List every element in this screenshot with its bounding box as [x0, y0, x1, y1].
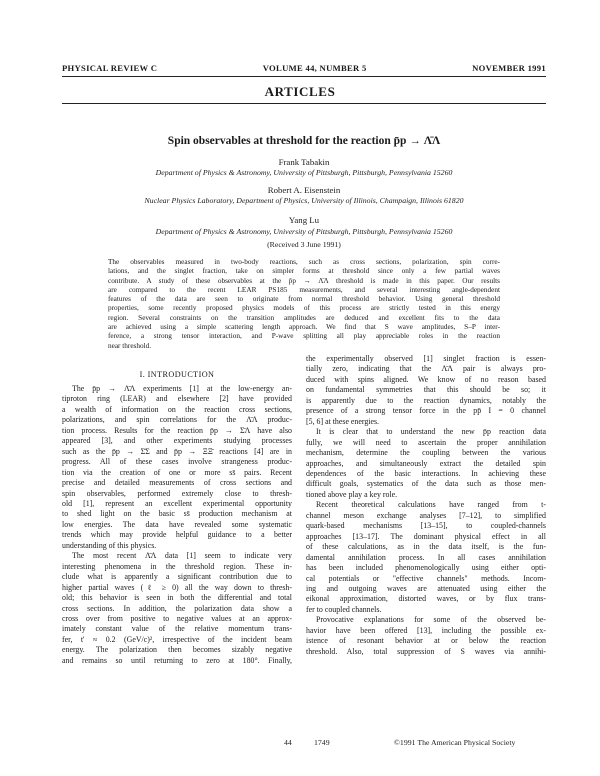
author-name: Frank Tabakin — [278, 157, 330, 167]
body-line: to shed light on the basic ss̄ production mechanism at — [62, 509, 292, 519]
abstract — [108, 258, 500, 351]
right-column — [306, 354, 546, 657]
body-line: and remains so until returning to zero at 180°. Finally, — [62, 655, 292, 665]
body-line: cross over from positive to negative values at an approx- — [62, 613, 292, 623]
body-line: quark-based mechanisms [13–15], to coupled-channels — [306, 521, 546, 531]
received-date: (Received 3 June 1991) — [267, 240, 341, 249]
article-title: Spin observables at threshold for the reaction p̄p → Λ̄Λ — [167, 135, 441, 147]
body-line: polarizations, and spin correlations for the Λ̄Λ produc- — [62, 415, 292, 425]
abstract-line: properties, some recently proposed physics models of this process are strictly tested in this energy — [108, 304, 500, 313]
body-line: The p̄p → Λ̄Λ experiments [1] at the low-energy an- — [72, 384, 292, 393]
body-line: higher partial waves (ℓ ≥ 0) all the way down to thresh- — [62, 582, 292, 592]
author-name: Yang Lu — [288, 215, 320, 225]
abstract-line: region. Several constraints on the transition amplitudes are deduced and excellent fits to the data — [108, 313, 500, 322]
body-line: progress. All of these cases involve strangeness produc- — [62, 457, 292, 467]
journal-name: PHYSICAL REVIEW C — [62, 63, 158, 73]
body-line: low energies. The data have revealed some systematic — [62, 519, 292, 529]
body-line: understanding of this physics. — [62, 540, 157, 550]
body-line: presence of a strong tensor force in the pp̄ I = 0 channel — [306, 406, 546, 416]
volume-number: VOLUME 44, NUMBER 5 — [262, 63, 367, 73]
body-line: Recent theoretical calculations have ranged from t- — [316, 500, 546, 510]
body-line: trends which may provide helpful guidance to a better — [62, 530, 292, 540]
author-affiliation: Department of Physics & Astronomy, University of Pittsburgh, Pittsburgh, Pennsylvania 15260 — [155, 227, 453, 236]
body-line: tion via the creation of one or more ss̄ pairs. Recent — [62, 467, 292, 477]
footer-volume: 44 — [284, 738, 292, 747]
section-rule — [62, 103, 546, 104]
body-line: such as the p̄p → Σ̄Σ and p̄p → ΞΞ̄ reactions [4] are in — [62, 446, 292, 456]
body-line: dependences of the basic interactions. In achieving these — [306, 468, 546, 478]
body-line: damental annihilation process. In all cases annihilation — [306, 552, 546, 562]
abstract-line: contribute. A study of these observables at the p̄p → Λ̄Λ threshold is made in this paper. Our results — [108, 276, 500, 285]
body-line: the experimentally observed [1] singlet fraction is essen- — [306, 354, 546, 363]
intro-heading: I. INTRODUCTION — [139, 370, 215, 379]
body-line: istence of resonant behavior at or below the reaction — [306, 636, 546, 646]
abstract-line: The observables measured in two-body reactions, such as cross sections, polarization, spin corre- — [108, 258, 500, 266]
body-line: tion process. Results for the reaction p̄p → Σ̄Λ have also — [62, 425, 292, 435]
body-line: difficult goals, systematics of the data such as those men- — [306, 479, 546, 489]
body-line: of these calculations, as in the data itself, is the fun- — [306, 542, 546, 552]
abstract-line: features of the data are seen to originate from normal threshold behavior. Using general threshold — [108, 295, 500, 304]
body-line: Provocative explanations for some of the observed be- — [316, 615, 546, 625]
body-line: interesting phenomena in the threshold region. These in- — [62, 561, 292, 571]
abstract-line: are compared to the recent LEAR PS185 measurements, and several interesting angle-dependent — [108, 285, 500, 294]
author-affiliation: Nuclear Physics Laboratory, Department of Physics, University of Illinois, Champaign, Illinois 61820 — [144, 196, 464, 205]
body-line: tially zero, indicating that the Λ̄Λ pair is always pro- — [306, 364, 546, 374]
body-line: on fundamental symmetries that this should be so; it — [306, 385, 546, 395]
author-affiliation: Department of Physics & Astronomy, University of Pittsburgh, Pittsburgh, Pennsylvania 15260 — [155, 168, 453, 177]
footer-copyright: ©1991 The American Physical Society — [394, 738, 516, 747]
body-line: fer to coupled channels. — [306, 604, 382, 614]
body-line: imately constant value of the relative momentum trans- — [62, 624, 292, 634]
issue-date: NOVEMBER 1991 — [472, 63, 546, 73]
footer-page-number: 1749 — [314, 738, 330, 747]
body-line: clude what is apparently a significant contribution due to — [62, 572, 292, 582]
left-column — [62, 384, 292, 666]
body-line: tiproton ring (LEAR) and elsewhere [2] have provided — [62, 394, 292, 404]
body-line: a wealth of information on the reaction cross sections, — [62, 404, 292, 414]
body-line: energy. The polarization then becomes sizably negative — [62, 645, 292, 655]
running-head — [62, 63, 546, 73]
body-line: has been included phenomenologically using either opti- — [306, 563, 546, 573]
body-line: It is clear that to understand the new p̄p reaction data — [316, 427, 546, 437]
header-rule — [62, 76, 546, 77]
body-line: approaches, and simultaneously extract the detailed spin — [306, 458, 546, 468]
abstract-line: lations, and the singlet fraction, take on simpler forms at threshold since only a few partial waves — [108, 267, 500, 276]
body-line: fer, t' ≈ 0.2 (GeV/c)², irrespective of the incident beam — [62, 634, 292, 644]
body-line: spin observables, performed extremely close to thresh- — [62, 488, 292, 498]
body-line: threshold. Also, total suppression of S waves via annihi- — [306, 646, 546, 656]
body-line: approaches [13–17]. The dominant physical effect in all — [306, 531, 546, 541]
body-line: ing and outgoing waves are attenuated using either the — [306, 583, 546, 593]
body-line: duced with spins aligned. We know of no reason based — [306, 374, 546, 384]
body-line: old [1], represent an excellent experimental opportunity — [62, 498, 292, 508]
body-line: eikonal approximation, distorted waves, or by flux trans- — [306, 594, 546, 604]
body-line: precise and detailed measurements of cross sections and — [62, 478, 292, 488]
body-line: havior have been offered [13], including the possible ex- — [306, 625, 546, 635]
body-line: old; this behavior is seen in both the differential and total — [62, 593, 292, 603]
section-heading: ARTICLES — [264, 84, 336, 99]
abstract-line: are achieved using a simple scattering length approach. We find that S wave amplitudes, S–P inter- — [108, 323, 500, 332]
body-line: [5, 6] at these energies. — [306, 416, 380, 426]
body-line: mechanism, determine the coupling between the various — [306, 448, 546, 458]
author-name: Robert A. Eisenstein — [267, 185, 341, 195]
body-line: appeared [3], and other experiments studying processes — [62, 436, 292, 446]
body-line: cal potentials or "effective channels" methods. Incom- — [306, 573, 546, 583]
body-line: fully, we will need to ascertain the proper annihilation — [306, 437, 546, 447]
body-line: is apparently due to the reaction dynamics, notably the — [306, 395, 546, 405]
body-line: The most recent Λ̄Λ data [1] seem to indicate very — [72, 551, 292, 561]
body-line: channel meson exchange analyses [7–12], to simplified — [306, 510, 546, 520]
body-line: tioned above play a key role. — [306, 489, 398, 499]
body-line: cross sections. In addition, the polarization data show a — [62, 603, 292, 613]
abstract-line: near threshold. — [108, 341, 152, 350]
abstract-line: ference, a strong tensor interaction, and P-wave splitting all play appreciable roles in the reaction — [108, 332, 500, 341]
